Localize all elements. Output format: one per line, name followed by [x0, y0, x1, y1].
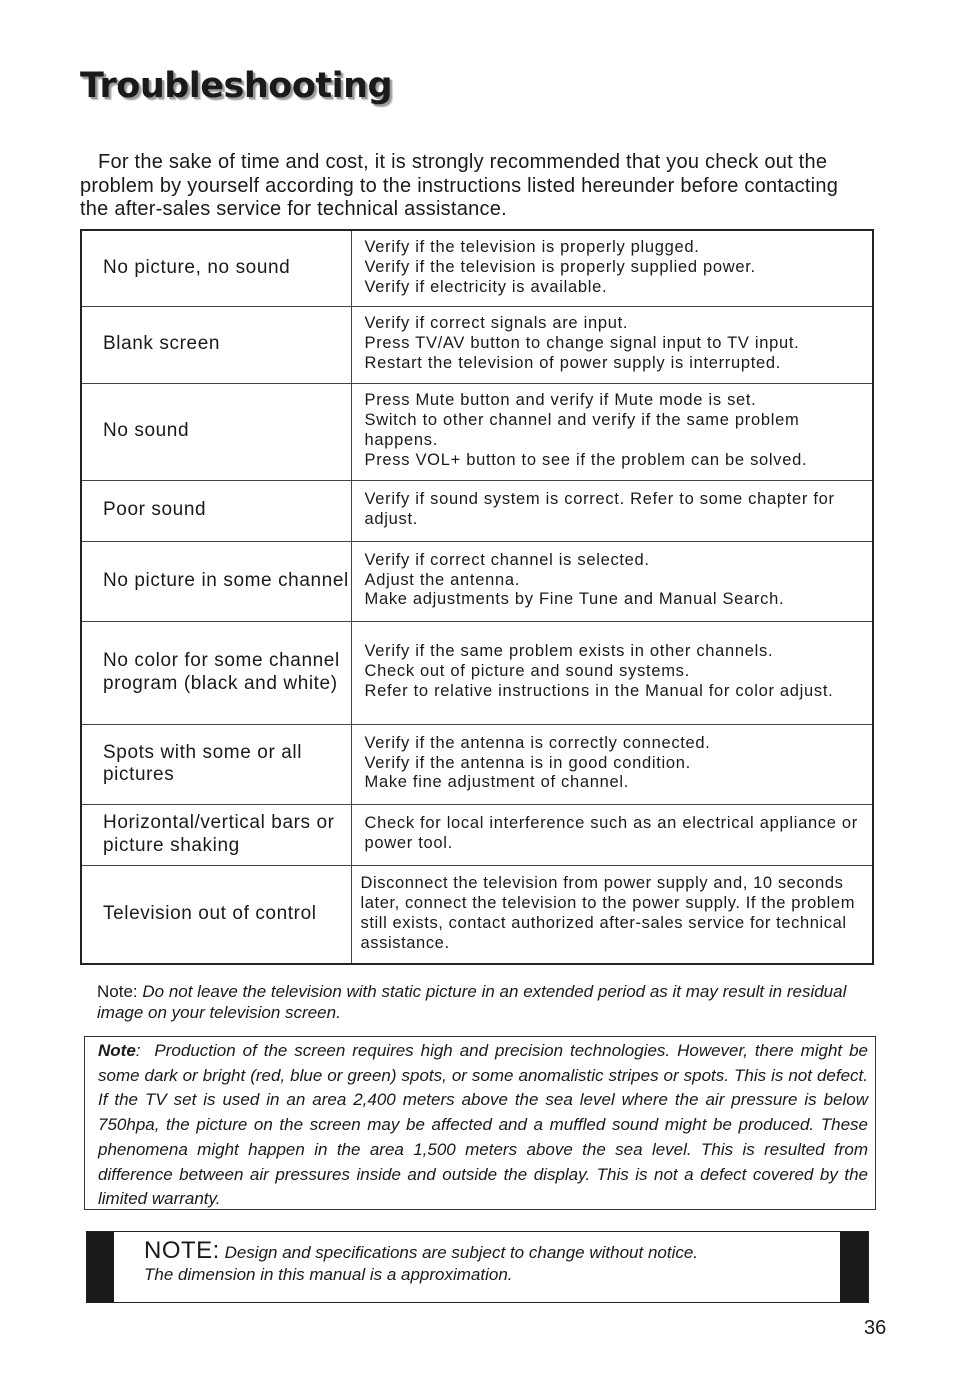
static-picture-note — [97, 981, 867, 1023]
note-text: Production of the screen requires high and precision technologies. However, there might be some dark or bright (red, blue or green) spots, or some anomalistic stripes or spots. This is not defect. If the TV set is used in an area 2,400 meters above the sea level where the air pressure is below 750hpa, the picture on the screen may be affected and a muffled sound might be produced. These phenomena might happen in the area 1,500 meters above the sea level. This is resulted from difference between air pressures inside and outside the display. This is not a defect covered by the limited warranty. — [98, 1041, 869, 1209]
solution-cell — [351, 383, 873, 480]
solution-line: Make adjustments by Fine Tune and Manual Search. — [364, 590, 785, 609]
solution-line: Verify if the same problem exists in other channels. — [364, 642, 774, 661]
problem-cell: Poor sound — [81, 480, 351, 541]
table-row — [81, 804, 873, 865]
page-title: Troubleshooting — [80, 66, 393, 106]
problem-cell: No color for some channel program (black and white) — [81, 621, 351, 724]
solution-line: Verify if correct channel is selected. — [364, 550, 650, 569]
problem-cell: No picture, no sound — [81, 230, 351, 306]
table-row — [81, 541, 873, 621]
solution-cell — [351, 541, 873, 621]
note-text: Do not leave the television with static picture in an extended period as it may result in residual image on your television screen. — [97, 982, 847, 1022]
solution-line: Press VOL+ button to see if the problem can be solved. — [364, 450, 808, 469]
left-bar-decoration — [87, 1232, 114, 1302]
screen-technology-note-box — [84, 1036, 876, 1210]
note-label: NOTE: — [144, 1237, 220, 1264]
solution-line: Refer to relative instructions in the Manual for color adjust. — [364, 681, 834, 700]
table-row — [81, 306, 873, 383]
solution-line: Press Mute button and verify if Mute mode is set. — [364, 391, 757, 410]
table-row — [81, 621, 873, 724]
solution-line: Check out of picture and sound systems. — [364, 662, 690, 681]
solution-line: Verify if the antenna is in good condition. — [364, 753, 691, 772]
problem-cell: Spots with some or all pictures — [81, 724, 351, 804]
note-label: Note — [98, 1041, 136, 1060]
solution-line: Verify if electricity is available. — [364, 277, 608, 296]
solution-line: Restart the television of power supply is interrupted. — [364, 353, 782, 372]
specifications-note-box — [86, 1231, 869, 1303]
right-bar-decoration — [840, 1232, 868, 1302]
solution-line: Adjust the antenna. — [364, 570, 520, 589]
solution-cell — [351, 480, 873, 541]
table-row — [81, 724, 873, 804]
page-number: 36 — [864, 1317, 887, 1339]
problem-cell: No sound — [81, 383, 351, 480]
solution-line: Verify if sound system is correct. Refer to some chapter for adjust. — [364, 490, 841, 528]
solution-cell — [351, 306, 873, 383]
troubleshooting-table — [80, 229, 874, 965]
solution-cell — [351, 865, 873, 964]
solution-line: Verify if the television is properly supplied power. — [364, 257, 756, 276]
solution-cell — [351, 724, 873, 804]
problem-cell: Horizontal/vertical bars or picture shaking — [81, 804, 351, 865]
table-row — [81, 383, 873, 480]
solution-cell — [351, 230, 873, 306]
table-row — [81, 230, 873, 306]
problem-cell: Television out of control — [81, 865, 351, 964]
solution-line: Press TV/AV button to change signal input to TV input. — [364, 334, 800, 353]
solution-line: Make fine adjustment of channel. — [364, 773, 630, 792]
problem-cell: Blank screen — [81, 306, 351, 383]
note-line-2: The dimension in this manual is a approximation. — [144, 1265, 513, 1284]
solution-cell — [351, 621, 873, 724]
solution-line: Switch to other channel and verify if the same problem happens. — [364, 411, 805, 449]
intro-paragraph: For the sake of time and cost, it is strongly recommended that you check out the problem by yourself according to the instructions listed hereunder before contacting the after-sales service for technical assistance. — [80, 151, 839, 220]
table-row — [81, 865, 873, 964]
table-row — [81, 480, 873, 541]
note-separator: : — [135, 1041, 141, 1060]
solution-cell — [351, 804, 873, 865]
solution-line: Verify if the television is properly plugged. — [364, 238, 700, 257]
problem-cell: No picture in some channel — [81, 541, 351, 621]
note-label: Note: — [97, 982, 138, 1001]
solution-line: Verify if the antenna is correctly connected. — [364, 733, 711, 752]
solution-line: Verify if correct signals are input. — [364, 314, 629, 333]
solution-line: Disconnect the television from power supply and, 10 seconds later, connect the television to the power supply. If the problem still exists, contact authorized after-sales service for technical assistance. — [360, 874, 861, 952]
note-line-1: Design and specifications are subject to change without notice. — [224, 1243, 699, 1262]
solution-line: Check for local interference such as an electrical appliance or power tool. — [364, 814, 864, 852]
